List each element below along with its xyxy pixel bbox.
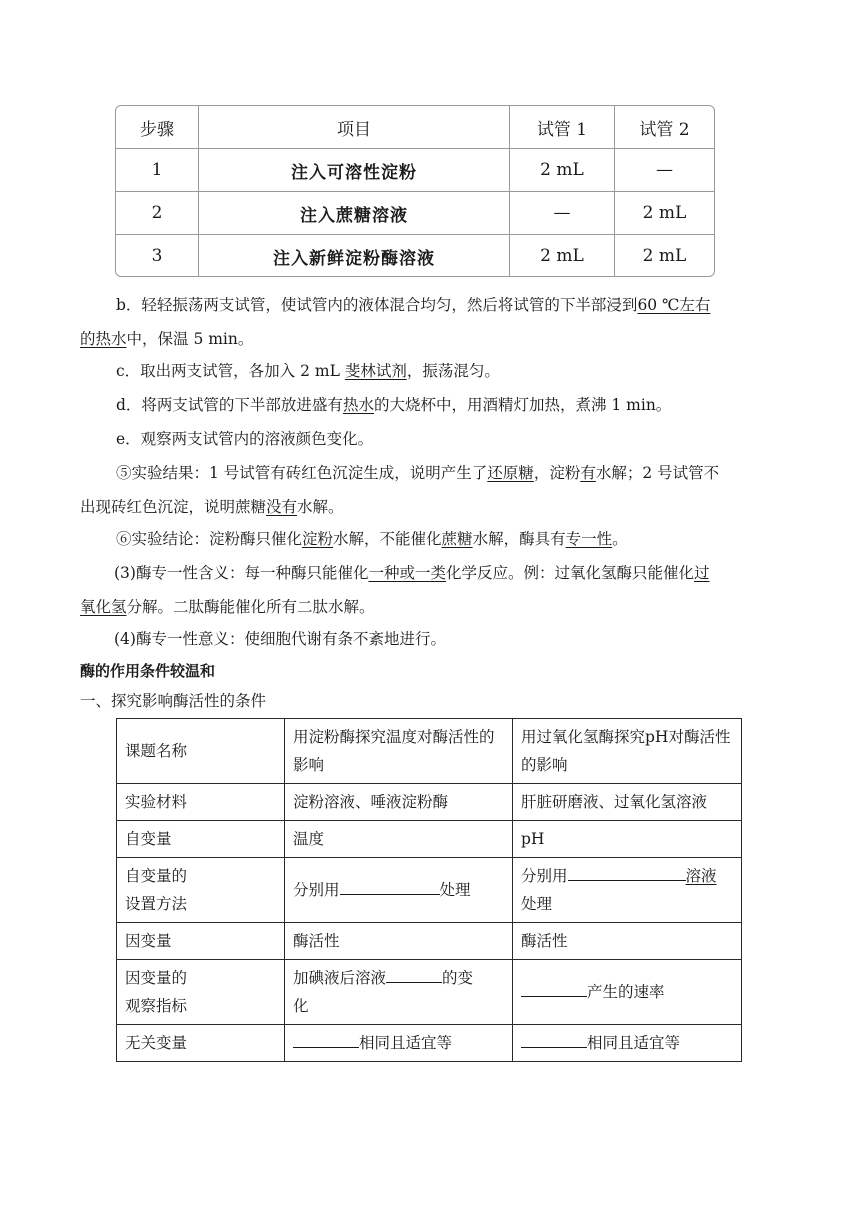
underlined-answer: 的热水 bbox=[80, 330, 127, 348]
cell-ph: 酶活性 bbox=[513, 923, 742, 960]
cell-ph bbox=[513, 858, 742, 923]
table-row bbox=[116, 235, 714, 278]
row-label: 课题名称 bbox=[117, 719, 285, 784]
cell-temperature bbox=[285, 960, 513, 1025]
text: 观察指标 bbox=[125, 997, 188, 1015]
text: (4)酶专一性意义：使细胞代谢有条不紊地进行。 bbox=[114, 630, 446, 648]
cell-temperature: 淀粉溶液、唾液淀粉酶 bbox=[285, 784, 513, 821]
header-tube2: 试管 2 bbox=[615, 106, 715, 149]
table-row bbox=[117, 960, 742, 1025]
cell-ph: 肝脏研磨液、过氧化氢溶液 bbox=[513, 784, 742, 821]
subsection-heading: 一、探究影响酶活性的条件 bbox=[80, 692, 267, 710]
table-row bbox=[117, 784, 742, 821]
table-row bbox=[117, 858, 742, 923]
paragraph-specificity-significance bbox=[80, 622, 780, 656]
table-row bbox=[117, 719, 742, 784]
paragraph-b bbox=[80, 288, 780, 356]
cell-ph: pH bbox=[513, 821, 742, 858]
experiment-steps-table bbox=[115, 105, 715, 277]
paragraph-result bbox=[80, 456, 780, 524]
text: 自变量的 bbox=[125, 867, 188, 885]
header-step: 步骤 bbox=[116, 106, 199, 149]
underlined-answer: 60 ℃左右 bbox=[637, 296, 711, 314]
text: 水解；2 号试管不 bbox=[595, 464, 720, 482]
text: 相同且适宜等 bbox=[587, 1034, 681, 1052]
header-item: 项目 bbox=[199, 106, 510, 149]
underlined-answer: 还原糖 bbox=[487, 464, 534, 482]
text: 化学反应。例：过氧化氢酶只能催化 bbox=[445, 564, 694, 582]
text: 处理 bbox=[439, 881, 471, 899]
fill-in-blank[interactable] bbox=[521, 978, 587, 997]
fill-in-blank[interactable] bbox=[521, 1029, 587, 1048]
table-row bbox=[116, 192, 714, 235]
text: 加碘液后溶液 bbox=[293, 969, 387, 987]
underlined-answer: 热水 bbox=[342, 396, 374, 414]
cell-ph bbox=[513, 1025, 742, 1062]
underlined-text: 溶液 bbox=[685, 867, 717, 885]
paragraph-c bbox=[80, 354, 780, 388]
cell-temperature: 酶活性 bbox=[285, 923, 513, 960]
fill-in-blank[interactable] bbox=[293, 1029, 359, 1048]
text: ⑤实验结果：1 号试管有砖红色沉淀生成，说明产生了 bbox=[116, 464, 488, 482]
underlined-answer: 蔗糖 bbox=[441, 530, 473, 548]
text: ，振荡混匀。 bbox=[406, 362, 500, 380]
text: 的大烧杯中，用酒精灯加热，煮沸 1 min。 bbox=[373, 396, 672, 414]
cell-temperature bbox=[285, 1025, 513, 1062]
table-header-row bbox=[116, 106, 714, 149]
table-row bbox=[117, 923, 742, 960]
cell-item: 注入新鲜淀粉酶溶液 bbox=[199, 235, 510, 278]
cell-tube1: 2 mL bbox=[510, 235, 615, 278]
fill-in-blank[interactable] bbox=[386, 964, 442, 983]
cell-tube2: 2 mL bbox=[615, 235, 715, 278]
cell-tube2: 2 mL bbox=[615, 192, 715, 235]
underlined-answer: 有 bbox=[580, 464, 596, 482]
text: ，淀粉 bbox=[533, 464, 581, 482]
underlined-answer: 一种或一类 bbox=[368, 564, 446, 582]
cell-step: 1 bbox=[116, 149, 199, 192]
text: 化 bbox=[293, 997, 309, 1015]
row-label: 自变量 bbox=[117, 821, 285, 858]
table-row bbox=[117, 821, 742, 858]
text: b．轻轻振荡两支试管，使试管内的液体混合均匀，然后将试管的下半部浸到 bbox=[116, 296, 638, 314]
cell-tube2: — bbox=[615, 149, 715, 192]
cell-tube1: — bbox=[510, 192, 615, 235]
table-row bbox=[116, 149, 714, 192]
text: 水解。 bbox=[297, 498, 344, 516]
cell-ph: 用过氧化氢酶探究pH对酶活性的影响 bbox=[513, 719, 742, 784]
enzyme-activity-table bbox=[116, 718, 742, 1062]
row-label bbox=[117, 960, 285, 1025]
section-heading: 酶的作用条件较温和 bbox=[80, 662, 216, 680]
text: 因变量的 bbox=[125, 969, 188, 987]
text: d．将两支试管的下半部放进盛有 bbox=[116, 396, 343, 414]
text: 相同且适宜等 bbox=[359, 1034, 453, 1052]
text: 水解，酶具有 bbox=[472, 530, 566, 548]
underlined-answer: 淀粉 bbox=[302, 530, 334, 548]
fill-in-blank[interactable] bbox=[568, 862, 686, 881]
cell-ph bbox=[513, 960, 742, 1025]
fill-in-blank[interactable] bbox=[340, 876, 440, 895]
cell-temperature: 用淀粉酶探究温度对酶活性的影响 bbox=[285, 719, 513, 784]
text: (3)酶专一性含义：每一种酶只能催化 bbox=[114, 564, 369, 582]
paragraph-specificity-meaning bbox=[80, 556, 780, 624]
text: 产生的速率 bbox=[587, 983, 665, 1001]
cell-item: 注入蔗糖溶液 bbox=[199, 192, 510, 235]
text: 水解，不能催化 bbox=[333, 530, 442, 548]
text: 处理 bbox=[521, 895, 553, 913]
paragraph-conclusion bbox=[80, 522, 780, 556]
text: c．取出两支试管，各加入 2 mL bbox=[116, 362, 345, 380]
row-label bbox=[117, 858, 285, 923]
text: ⑥实验结论：淀粉酶只催化 bbox=[116, 530, 303, 548]
text: 的变 bbox=[442, 969, 474, 987]
table-row bbox=[117, 1025, 742, 1062]
text: 设置方法 bbox=[125, 895, 188, 913]
row-label: 无关变量 bbox=[117, 1025, 285, 1062]
paragraph-d bbox=[80, 388, 780, 422]
underlined-answer: 氧化氢 bbox=[80, 598, 127, 616]
underlined-answer: 专一性 bbox=[565, 530, 613, 548]
text: 分别用 bbox=[521, 867, 568, 885]
text: e．观察两支试管内的溶液颜色变化。 bbox=[116, 430, 374, 448]
underlined-answer: 过 bbox=[694, 564, 710, 582]
text: 出现砖红色沉淀，说明蔗糖 bbox=[80, 498, 267, 516]
text: 。 bbox=[612, 530, 628, 548]
cell-item: 注入可溶性淀粉 bbox=[199, 149, 510, 192]
cell-step: 2 bbox=[116, 192, 199, 235]
text: 中，保温 5 min。 bbox=[126, 330, 254, 348]
text: 分解。二肽酶能催化所有二肽水解。 bbox=[126, 598, 375, 616]
underlined-answer: 斐林试剂 bbox=[344, 362, 407, 380]
cell-temperature: 温度 bbox=[285, 821, 513, 858]
underlined-answer: 没有 bbox=[266, 498, 298, 516]
text: 分别用 bbox=[293, 881, 340, 899]
header-tube1: 试管 1 bbox=[510, 106, 615, 149]
row-label: 实验材料 bbox=[117, 784, 285, 821]
row-label: 因变量 bbox=[117, 923, 285, 960]
cell-tube1: 2 mL bbox=[510, 149, 615, 192]
paragraph-e bbox=[80, 422, 780, 456]
cell-step: 3 bbox=[116, 235, 199, 278]
cell-temperature bbox=[285, 858, 513, 923]
